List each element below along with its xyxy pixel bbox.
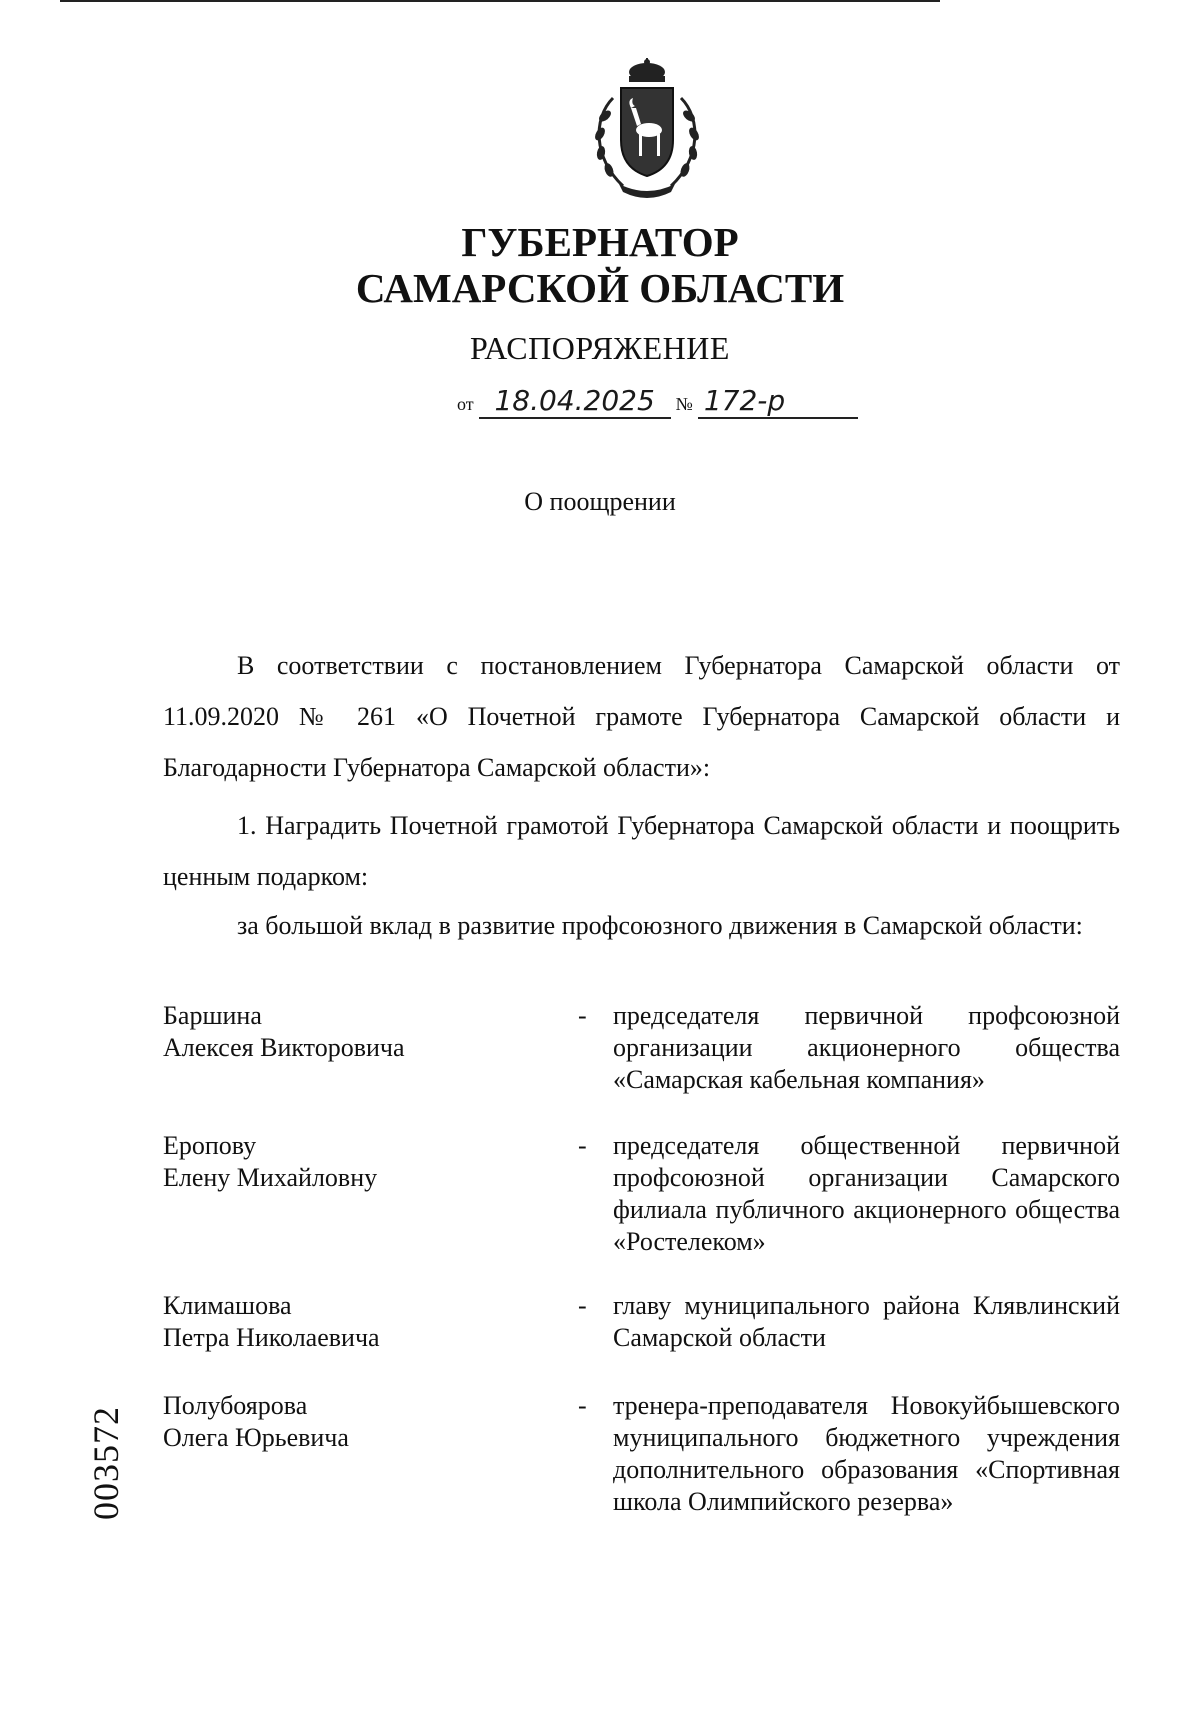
- document-subject: О поощрении: [524, 487, 676, 516]
- number-label: №: [675, 394, 693, 414]
- dateline: [457, 384, 858, 419]
- body-paragraph-1: В соответствии с постановлением Губернатора Самарской области от 11.09.2020 № 261 «О Почетной грамоте Губернатора Самарской области и Благодарности Губернатора Самарской области»:: [163, 651, 1120, 782]
- nominee-given-names: Олега Юрьевича: [163, 1423, 349, 1452]
- nominee-dash: -: [578, 1001, 587, 1030]
- nominee-given-names: Елену Михайловну: [163, 1163, 378, 1192]
- nominee-dash: -: [578, 1391, 587, 1420]
- body-paragraph-3: за большой вклад в развитие профсоюзного движения в Самарской области:: [237, 911, 1083, 940]
- nominee-given-names: Петра Николаевича: [163, 1323, 380, 1352]
- nominee-given-names: Алексея Викторовича: [163, 1033, 405, 1062]
- issuer-title-line1: ГУБЕРНАТОР: [461, 219, 739, 265]
- nominee-dash: -: [578, 1131, 587, 1160]
- samara-coat-of-arms-icon: [583, 58, 711, 200]
- nominee-name: [163, 1390, 563, 1454]
- handwritten-number: 172-р: [698, 384, 858, 419]
- document-type: РАСПОРЯЖЕНИЕ: [470, 330, 730, 366]
- nominee-name: [163, 1290, 563, 1354]
- nominee-surname: Баршина: [163, 1001, 262, 1030]
- date-from-label: от: [457, 394, 474, 414]
- nominee-role: председателя общественной первичной профсоюзной организации Самарского филиала публичного акционерного общества «Ростелеком»: [613, 1131, 1120, 1256]
- handwritten-date: 18.04.2025: [479, 384, 671, 419]
- serial-number: 003572: [86, 1406, 126, 1520]
- nominee-surname: Полубоярова: [163, 1391, 308, 1420]
- nominee-dash: -: [578, 1291, 587, 1320]
- body-paragraph-2: 1. Наградить Почетной грамотой Губернатора Самарской области и поощрить ценным подарком:: [163, 811, 1120, 891]
- nominee-role: тренера-преподавателя Новокуйбышевского муниципального бюджетного учреждения дополнительного образования «Спортивная школа Олимпийского резерва»: [613, 1391, 1120, 1516]
- nominee-surname: Еропову: [163, 1131, 257, 1160]
- top-rule: [60, 0, 940, 2]
- nominee-role: главу муниципального района Клявлинский Самарской области: [613, 1291, 1120, 1352]
- issuer-title-line2: САМАРСКОЙ ОБЛАСТИ: [355, 265, 845, 311]
- nominee-role: председателя первичной профсоюзной организации акционерного общества «Самарская кабельная компания»: [613, 1001, 1120, 1094]
- nominee-surname: Климашова: [163, 1291, 292, 1320]
- nominee-name: [163, 1000, 563, 1064]
- nominee-name: [163, 1130, 563, 1194]
